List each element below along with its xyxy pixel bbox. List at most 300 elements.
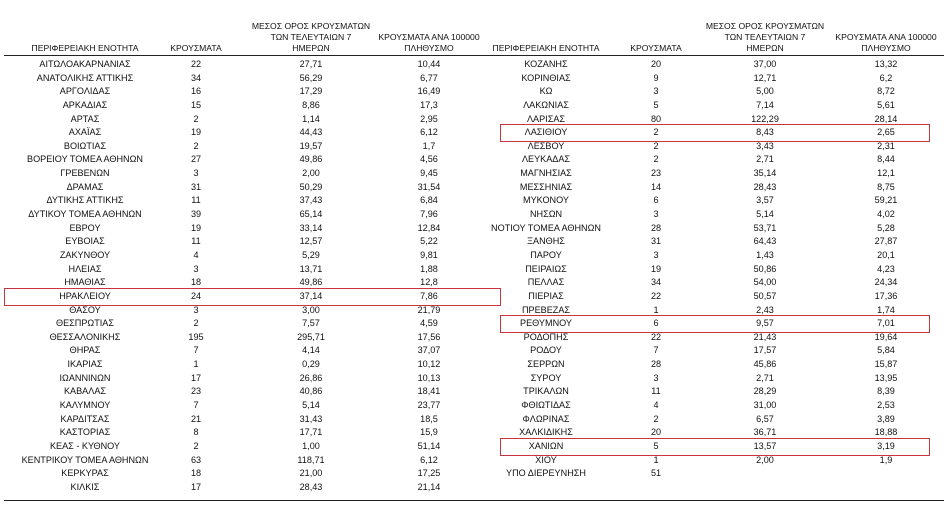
- cell-per100k: 21,14: [417, 481, 441, 492]
- cell-per100k: 5,28: [877, 222, 895, 233]
- cell-cases: 22: [190, 59, 202, 69]
- header-avg: ΜΕΣΟΣ ΟΡΟΣ ΚΡΟΥΣΜΑΤΩΝ ΤΩΝ ΤΕΛΕΥΤΑΙΩΝ 7 ΗΜΕΡΩΝ: [705, 21, 825, 53]
- cell-per100k: 21,79: [417, 304, 441, 315]
- cell-avg: 50,57: [753, 290, 777, 301]
- cell-per100k: 10,12: [417, 359, 441, 370]
- cell-cases: 17: [190, 372, 202, 383]
- cell-region: ΚΙΛΚΙΣ: [70, 481, 100, 492]
- table-row: [486, 358, 948, 372]
- cell-region: ΒΟΙΩΤΙΑΣ: [63, 140, 107, 151]
- cell-region: ΚΟΖΑΝΗΣ: [524, 59, 568, 69]
- cell-per100k: 6,12: [420, 454, 438, 465]
- cell-cases: 3: [193, 304, 199, 315]
- row-highlight-box: [500, 124, 930, 142]
- cell-cases: 34: [190, 72, 202, 83]
- cell-avg: 2,00: [302, 168, 320, 179]
- cell-avg: 19,57: [299, 140, 323, 151]
- cell-avg: 31,43: [299, 413, 323, 424]
- cell-region: ΚΕΝΤΡΙΚΟΥ ΤΟΜΕΑ ΑΘΗΝΩΝ: [21, 454, 149, 465]
- cell-region: ΚΑΣΤΟΡΙΑΣ: [59, 427, 111, 438]
- cell-region: ΝΟΤΙΟΥ ΤΟΜΕΑ ΑΘΗΝΩΝ: [491, 222, 601, 233]
- cell-region: ΓΡΕΒΕΝΩΝ: [60, 168, 110, 179]
- cell-per100k: 8,44: [877, 154, 895, 165]
- cell-avg: 45,86: [753, 359, 777, 370]
- cell-cases: 1: [653, 304, 659, 315]
- cell-cases: 18: [190, 277, 202, 288]
- cell-cases: 3: [653, 86, 659, 97]
- cell-avg: 53,71: [753, 222, 777, 233]
- table-row: [4, 317, 486, 331]
- cell-avg: 5,29: [302, 249, 320, 260]
- cell-avg: 8,86: [302, 99, 320, 110]
- header-per100k: ΚΡΟΥΣΜΑΤΑ ΑΝΑ 100000 ΠΛΗΘΥΣΜΟ: [378, 32, 480, 53]
- cell-per100k: 7,86: [420, 290, 438, 301]
- cell-per100k: 5,84: [877, 345, 895, 356]
- cell-region: ΠΕΛΛΑΣ: [527, 277, 565, 288]
- cell-avg: 28,43: [299, 481, 323, 492]
- cell-cases: 2: [653, 127, 659, 138]
- cell-region: ΣΕΡΡΩΝ: [527, 359, 565, 370]
- cell-region: ΠΕΙΡΑΙΩΣ: [525, 263, 567, 274]
- cell-cases: 2: [653, 140, 659, 151]
- cell-per100k: 5,61: [877, 99, 895, 110]
- table-row: [4, 399, 486, 413]
- header-cases: ΚΡΟΥΣΜΑΤΑ: [170, 43, 222, 53]
- cell-cases: 9: [653, 72, 659, 83]
- cell-per100k: 15,9: [420, 427, 438, 438]
- cell-per100k: 8,75: [877, 181, 895, 192]
- cell-region: ΞΑΝΘΗΣ: [527, 236, 565, 247]
- cell-region: ΑΡΚΑΔΙΑΣ: [62, 99, 108, 110]
- cell-per100k: 17,25: [417, 468, 441, 479]
- cell-per100k: 2,53: [877, 400, 895, 411]
- cell-region: ΑΙΤΩΛΟΑΚΑΡΝΑΝΙΑΣ: [39, 59, 131, 69]
- cell-avg: 122,29: [751, 113, 779, 124]
- row-highlight-box: [500, 438, 930, 456]
- cell-region: ΦΘΙΩΤΙΔΑΣ: [521, 400, 571, 411]
- cell-region: ΑΡΓΟΛΙΔΑΣ: [59, 86, 111, 97]
- cell-avg: 17,71: [299, 427, 323, 438]
- cell-cases: 23: [190, 386, 202, 397]
- cell-avg: 2,43: [756, 304, 774, 315]
- cell-per100k: 17,3: [420, 99, 438, 110]
- cell-cases: 11: [191, 236, 201, 247]
- cell-region: ΛΕΣΒΟΥ: [527, 140, 565, 151]
- cell-region: ΚΟΡΙΝΘΙΑΣ: [521, 72, 571, 83]
- header-region: ΠΕΡΙΦΕΡΕΙΑΚΗ ΕΝΟΤΗΤΑ: [492, 43, 600, 53]
- cell-avg: 56,29: [299, 72, 323, 83]
- cell-per100k: 18,41: [417, 386, 441, 397]
- cell-avg: 295,71: [297, 331, 325, 342]
- table-row: [4, 358, 486, 372]
- header-cases: ΚΡΟΥΣΜΑΤΑ: [630, 43, 682, 53]
- cell-per100k: 59,21: [874, 195, 898, 206]
- cell-region: ΑΝΑΤΟΛΙΚΗΣ ΑΤΤΙΚΗΣ: [36, 72, 134, 83]
- cell-cases: 22: [650, 290, 662, 301]
- cell-region: ΒΟΡΕΙΟΥ ΤΟΜΕΑ ΑΘΗΝΩΝ: [27, 154, 143, 165]
- table-row: [4, 385, 486, 399]
- cell-per100k: 2,65: [877, 127, 895, 138]
- table-row: [486, 385, 948, 399]
- cell-per100k: 9,81: [420, 249, 438, 260]
- cell-cases: 3: [653, 209, 659, 220]
- table-row: [4, 99, 486, 113]
- table-row: [4, 194, 486, 208]
- cell-per100k: 12,8: [420, 277, 438, 288]
- cell-avg: 37,43: [299, 195, 323, 206]
- cell-avg: 2,00: [756, 454, 774, 465]
- cell-per100k: 27,87: [874, 236, 898, 247]
- table-row: [4, 208, 486, 222]
- cell-region: ΔΥΤΙΚΗΣ ΑΤΤΙΚΗΣ: [46, 195, 124, 206]
- cell-avg: 44,43: [299, 127, 323, 138]
- cell-region: ΝΗΣΩΝ: [529, 209, 563, 220]
- table-row: [486, 467, 948, 481]
- cell-avg: 1,14: [302, 113, 320, 124]
- cell-avg: 8,43: [756, 127, 774, 138]
- cell-per100k: 7,96: [420, 209, 438, 220]
- cell-per100k: 10,44: [417, 59, 441, 69]
- table-row: [486, 372, 948, 386]
- cell-avg: 12,57: [299, 236, 323, 247]
- cell-region: ΡΕΘΥΜΝΟΥ: [520, 318, 572, 329]
- cell-region: ΘΗΡΑΣ: [69, 345, 101, 356]
- cell-cases: 2: [653, 413, 659, 424]
- cell-per100k: 24,34: [874, 277, 898, 288]
- cell-cases: 3: [653, 372, 659, 383]
- cell-cases: 31: [190, 181, 202, 192]
- cell-per100k: 23,77: [417, 400, 441, 411]
- cell-cases: 4: [193, 249, 199, 260]
- cell-region: ΔΥΤΙΚΟΥ ΤΟΜΕΑ ΑΘΗΝΩΝ: [28, 209, 142, 220]
- cell-region: ΖΑΚΥΝΘΟΥ: [59, 249, 111, 260]
- table-row: [4, 331, 486, 345]
- cell-cases: 27: [190, 154, 202, 165]
- cell-cases: 2: [193, 140, 199, 151]
- table-row: [486, 344, 948, 358]
- cell-avg: 54,00: [753, 277, 777, 288]
- cell-region: ΛΑΚΩΝΙΑΣ: [523, 99, 569, 110]
- table-row: [486, 399, 948, 413]
- table-row: [486, 72, 948, 86]
- cell-cases: 2: [653, 154, 659, 165]
- cell-avg: 37,00: [753, 59, 777, 69]
- table-row: [486, 181, 948, 195]
- cell-region: ΛΕΥΚΑΔΑΣ: [521, 154, 571, 165]
- cell-per100k: 28,14: [874, 113, 898, 124]
- cell-per100k: 4,56: [420, 154, 438, 165]
- cell-per100k: 16,49: [417, 86, 441, 97]
- cell-cases: 22: [650, 331, 662, 342]
- cell-region: ΙΚΑΡΙΑΣ: [67, 359, 103, 370]
- cell-cases: 28: [650, 222, 662, 233]
- bottom-rule: [486, 500, 944, 501]
- cell-avg: 5,14: [302, 400, 320, 411]
- cell-region: ΛΑΣΙΘΙΟΥ: [524, 127, 568, 138]
- cell-cases: 3: [193, 168, 199, 179]
- cell-per100k: 3,19: [877, 440, 895, 451]
- cell-cases: 1: [193, 359, 199, 370]
- cell-per100k: 4,59: [420, 318, 438, 329]
- cell-region: ΔΡΑΜΑΣ: [66, 181, 104, 192]
- table-row: [4, 167, 486, 181]
- cell-avg: 4,14: [302, 345, 320, 356]
- cell-avg: 36,71: [753, 427, 777, 438]
- cell-cases: 7: [193, 345, 199, 356]
- table-row: [486, 222, 948, 236]
- cell-cases: 11: [191, 195, 201, 206]
- cell-avg: 0,29: [302, 359, 320, 370]
- header-avg: ΜΕΣΟΣ ΟΡΟΣ ΚΡΟΥΣΜΑΤΩΝ ΤΩΝ ΤΕΛΕΥΤΑΙΩΝ 7 ΗΜΕΡΩΝ: [251, 21, 371, 53]
- cell-cases: 20: [650, 427, 662, 438]
- cell-cases: 24: [190, 290, 202, 301]
- table-row: [486, 167, 948, 181]
- table-row: [4, 481, 486, 495]
- cell-avg: 2,71: [756, 154, 774, 165]
- cell-region: ΚΩ: [539, 86, 553, 97]
- cell-avg: 35,14: [753, 168, 777, 179]
- table-row: [4, 344, 486, 358]
- table-row: [4, 85, 486, 99]
- table-row: [486, 208, 948, 222]
- cell-per100k: 9,45: [420, 168, 438, 179]
- table-row: [486, 263, 948, 277]
- cell-avg: 17,57: [753, 345, 777, 356]
- cell-per100k: 3,89: [877, 413, 895, 424]
- cell-per100k: 8,39: [877, 386, 895, 397]
- cell-avg: 50,29: [299, 181, 323, 192]
- row-highlight-box: [4, 288, 501, 306]
- cell-per100k: 18,88: [874, 427, 898, 438]
- cell-region: ΕΥΒΟΙΑΣ: [65, 236, 105, 247]
- table-row: [4, 72, 486, 86]
- cell-cases: 19: [650, 263, 662, 274]
- cell-avg: 17,29: [299, 86, 323, 97]
- header-region: ΠΕΡΙΦΕΡΕΙΑΚΗ ΕΝΟΤΗΤΑ: [31, 43, 139, 53]
- table-row: [486, 235, 948, 249]
- cell-region: ΧΙΟΥ: [535, 454, 557, 465]
- cell-avg: 13,57: [753, 440, 777, 451]
- cell-cases: 5: [653, 440, 659, 451]
- cell-per100k: 1,88: [420, 263, 438, 274]
- cell-per100k: 12,1: [877, 168, 895, 179]
- table-row: [4, 440, 486, 454]
- cell-per100k: 6,2: [879, 72, 893, 83]
- cell-avg: 28,43: [753, 181, 777, 192]
- cell-per100k: 10,13: [417, 372, 441, 383]
- cell-avg: 3,00: [302, 304, 320, 315]
- cell-per100k: 51,14: [417, 440, 441, 451]
- cell-per100k: 2,31: [877, 140, 895, 151]
- cell-cases: 18: [190, 468, 202, 479]
- cell-region: ΦΛΩΡΙΝΑΣ: [522, 413, 570, 424]
- cell-per100k: 5,22: [420, 236, 438, 247]
- cell-region: ΚΑΒΑΛΑΣ: [63, 386, 107, 397]
- table-row: [4, 113, 486, 127]
- cell-avg: 1,00: [302, 440, 320, 451]
- cell-region: ΜΕΣΣΗΝΙΑΣ: [519, 181, 573, 192]
- cell-cases: 19: [190, 222, 202, 233]
- cell-region: ΠΡΕΒΕΖΑΣ: [521, 304, 571, 315]
- cell-avg: 49,86: [299, 154, 323, 165]
- cell-per100k: 18,5: [420, 413, 438, 424]
- table-row: [4, 249, 486, 263]
- cell-per100k: 6,84: [420, 195, 438, 206]
- cell-avg: 5,14: [756, 209, 774, 220]
- cell-avg: 26,86: [299, 372, 323, 383]
- table-row: [4, 153, 486, 167]
- cell-avg: 49,86: [299, 277, 323, 288]
- cell-avg: 7,57: [302, 318, 320, 329]
- cell-per100k: 19,64: [874, 331, 898, 342]
- table-row: [486, 99, 948, 113]
- header-rule: [486, 55, 944, 56]
- cell-avg: 33,14: [299, 222, 323, 233]
- cell-region: ΚΕΑΣ - ΚΥΘΝΟΥ: [49, 440, 120, 451]
- cell-region: ΤΡΙΚΑΛΩΝ: [523, 386, 569, 397]
- cell-avg: 3,43: [756, 140, 774, 151]
- cell-cases: 3: [653, 249, 659, 260]
- cell-cases: 28: [650, 359, 662, 370]
- cell-cases: 34: [650, 277, 662, 288]
- cell-region: ΚΑΡΔΙΤΣΑΣ: [60, 413, 110, 424]
- cell-avg: 9,57: [756, 318, 774, 329]
- cell-region: ΘΑΣΟΥ: [69, 304, 101, 315]
- cell-per100k: 31,54: [417, 181, 441, 192]
- cell-cases: 6: [653, 195, 659, 206]
- cell-cases: 16: [190, 86, 202, 97]
- cell-avg: 50,86: [753, 263, 777, 274]
- cell-region: ΥΠΟ ΔΙΕΡΕΥΝΗΣΗ: [506, 468, 586, 479]
- table-row: [4, 222, 486, 236]
- cell-region: ΑΡΤΑΣ: [70, 113, 100, 124]
- cell-avg: 37,14: [299, 290, 323, 301]
- header-rule: [4, 55, 486, 56]
- table-row: [4, 58, 486, 72]
- cell-cases: 39: [190, 209, 202, 220]
- cell-cases: 14: [650, 181, 662, 192]
- cell-per100k: 15,87: [874, 359, 898, 370]
- cell-cases: 51: [650, 468, 662, 479]
- table-row: [4, 140, 486, 154]
- cell-avg: 6,57: [756, 413, 774, 424]
- cell-avg: 27,71: [299, 59, 323, 69]
- table-row: [4, 454, 486, 468]
- cell-region: ΜΥΚΟΝΟΥ: [523, 195, 569, 206]
- cell-per100k: 4,23: [877, 263, 895, 274]
- cell-region: ΗΛΕΙΑΣ: [68, 263, 102, 274]
- cell-cases: 2: [193, 440, 199, 451]
- cell-cases: 80: [650, 113, 662, 124]
- cell-avg: 118,71: [297, 454, 325, 465]
- cell-region: ΡΟΔΟΥ: [530, 345, 562, 356]
- right-table-header: [486, 0, 948, 54]
- cell-region: ΘΕΣΣΑΛΟΝΙΚΗΣ: [49, 331, 121, 342]
- table-row: [486, 249, 948, 263]
- table-row: [4, 263, 486, 277]
- cell-region: ΗΜΑΘΙΑΣ: [64, 277, 106, 288]
- cell-cases: 17: [190, 481, 202, 492]
- cell-avg: 13,71: [299, 263, 323, 274]
- cell-cases: 23: [650, 168, 662, 179]
- cell-region: ΕΒΡΟΥ: [69, 222, 101, 233]
- cell-per100k: 4,02: [877, 209, 895, 220]
- table-row: [486, 276, 948, 290]
- cell-region: ΑΧΑΪΑΣ: [68, 127, 102, 138]
- bottom-rule: [4, 500, 486, 501]
- cell-per100k: 1,9: [879, 454, 893, 465]
- right-rows: [486, 58, 948, 481]
- cell-region: ΧΑΛΚΙΔΙΚΗΣ: [519, 427, 573, 438]
- cell-region: ΡΟΔΟΠΗΣ: [523, 331, 569, 342]
- cell-region: ΜΑΓΝΗΣΙΑΣ: [520, 168, 572, 179]
- table-row: [4, 235, 486, 249]
- cell-region: ΘΕΣΠΡΩΤΙΑΣ: [56, 318, 114, 329]
- cell-cases: 4: [653, 400, 659, 411]
- cell-region: ΠΙΕΡΙΑΣ: [528, 290, 564, 301]
- cell-cases: 7: [193, 400, 199, 411]
- cell-avg: 31,00: [753, 400, 777, 411]
- cell-per100k: 12,84: [417, 222, 441, 233]
- cell-cases: 31: [650, 236, 662, 247]
- cell-region: ΙΩΑΝΝΙΝΩΝ: [59, 372, 111, 383]
- cell-avg: 12,71: [753, 72, 777, 83]
- cell-cases: 5: [653, 99, 659, 110]
- cell-per100k: 6,77: [420, 72, 438, 83]
- cell-per100k: 2,95: [420, 113, 438, 124]
- cell-avg: 65,14: [299, 209, 323, 220]
- cell-avg: 40,86: [299, 386, 323, 397]
- cell-per100k: 13,32: [874, 59, 898, 69]
- table-row: [4, 372, 486, 386]
- header-per100k: ΚΡΟΥΣΜΑΤΑ ΑΝΑ 100000 ΠΛΗΘΥΣΜΟ: [835, 32, 937, 53]
- cell-cases: 15: [190, 99, 202, 110]
- cell-cases: 21: [190, 413, 202, 424]
- cell-cases: 63: [190, 454, 202, 465]
- table-row: [486, 194, 948, 208]
- cell-cases: 7: [653, 345, 659, 356]
- cell-per100k: 1,7: [422, 140, 436, 151]
- cell-avg: 5,00: [756, 86, 774, 97]
- row-highlight-box: [500, 315, 930, 333]
- table-row: [4, 181, 486, 195]
- table-row: [4, 426, 486, 440]
- cell-per100k: 17,56: [417, 331, 441, 342]
- cell-region: ΧΑΝΙΩΝ: [528, 440, 564, 451]
- cell-per100k: 7,01: [877, 318, 895, 329]
- left-table-header: [4, 0, 486, 54]
- cell-per100k: 6,12: [420, 127, 438, 138]
- cell-avg: 28,29: [753, 386, 777, 397]
- cell-avg: 21,43: [753, 331, 777, 342]
- cell-cases: 8: [193, 427, 199, 438]
- cell-avg: 3,57: [756, 195, 774, 206]
- cell-per100k: 17,36: [874, 290, 898, 301]
- cell-avg: 7,14: [756, 99, 774, 110]
- cell-avg: 2,71: [756, 372, 774, 383]
- cell-avg: 21,00: [299, 468, 323, 479]
- cell-region: ΚΑΛΥΜΝΟΥ: [59, 400, 111, 411]
- table-row: [486, 290, 948, 304]
- cell-cases: 195: [188, 331, 204, 342]
- table-row: [4, 467, 486, 481]
- cell-cases: 20: [650, 59, 662, 69]
- cell-region: ΗΡΑΚΛΕΙΟΥ: [59, 290, 111, 301]
- cell-cases: 1: [653, 454, 659, 465]
- cell-region: ΣΥΡΟΥ: [530, 372, 562, 383]
- cell-cases: 11: [651, 386, 661, 397]
- cell-cases: 3: [193, 263, 199, 274]
